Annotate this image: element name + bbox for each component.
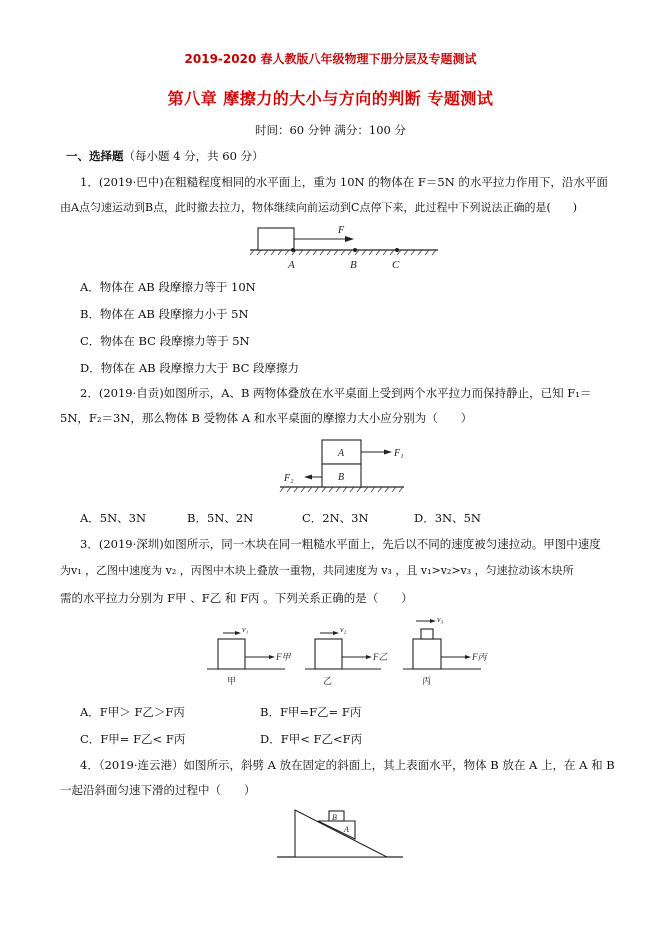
- q2-option-d[interactable]: D．3N、5N: [414, 511, 481, 525]
- series-title: 2019-2020 春人教版八年级物理下册分层及专题测试: [184, 52, 477, 66]
- arrowhead-icon: [465, 655, 471, 659]
- q2-text1: 如图所示，A、B 两物体叠放在水平桌面上受到两个水平拉力而保持静止，已知 F₁＝: [163, 386, 592, 400]
- panel-bing: [403, 615, 488, 687]
- q4-number: 4．: [80, 758, 99, 772]
- q1-text1: 在粗糙程度相同的水平面上，重为 10N 的物体在 F＝5N 的水平拉力作用下，沿水平面: [163, 175, 608, 189]
- q2-line1: [80, 385, 591, 401]
- q3-option-d[interactable]: D．F甲< F乙<F丙: [260, 732, 363, 746]
- panel-yi: [305, 625, 388, 687]
- force-f1-label: F₁: [394, 448, 404, 459]
- arrowhead-icon: [304, 475, 312, 480]
- table-hatching: [280, 487, 403, 492]
- q4-source: （2019·连云港）: [98, 758, 184, 772]
- q1-number: 1．: [80, 175, 99, 189]
- panel-jia: [207, 625, 291, 687]
- q3-line1: [80, 536, 601, 552]
- block: [218, 639, 245, 669]
- point-c-label: C: [392, 259, 400, 271]
- wedge-a-label: A: [344, 825, 349, 834]
- q4-line2: 一起沿斜面匀速下滑的过程中（ ）: [60, 783, 256, 797]
- q2-option-b[interactable]: B．5N、2N: [187, 511, 254, 525]
- section-title: 一、选择题: [66, 149, 124, 163]
- chapter-title: 第八章 摩擦力的大小与方向的判断 专题测试: [167, 89, 494, 108]
- q2-source: (2019·自贡): [98, 386, 164, 400]
- q3-number: 3．: [80, 537, 99, 551]
- force-label: F: [338, 225, 345, 236]
- force-label: F丙: [472, 652, 487, 662]
- q1-line2: 由A点匀速运动到B点，此时撤去拉力，物体继续向前运动到C点停下来，此过程中下列说法正确的是( ): [60, 201, 578, 214]
- velocity-label: v₁: [242, 625, 249, 634]
- q1-option-b[interactable]: B．物体在 AB 段摩擦力小于 5N: [80, 307, 249, 321]
- point-b-dot: [353, 248, 357, 252]
- ground-hatching: [250, 250, 436, 255]
- point-a-dot: [291, 248, 295, 252]
- q3-line2: 为v₁ ，乙图中速度为 v₂ ，丙图中木块上叠放一重物，共同速度为 v₃ ，且 v₁>v₂>v₃ ，匀速拉动该木块所: [60, 564, 574, 577]
- section-heading: [66, 148, 264, 164]
- q3-figure: [205, 616, 485, 688]
- block: [413, 639, 441, 669]
- panel-caption: 甲: [227, 677, 237, 687]
- q3-option-b[interactable]: B．F甲=F乙= F丙: [260, 705, 362, 719]
- point-a-label: A: [288, 259, 295, 271]
- panel-caption: 丙: [422, 677, 432, 687]
- q1-figure: [250, 222, 440, 270]
- block-a-label: A: [338, 448, 345, 459]
- q1-line1: [80, 174, 608, 190]
- q3-line3: 需的水平拉力分别为 F甲 、F乙 和 F丙 。下列关系正确的是（ ）: [60, 591, 413, 605]
- force-label: F甲: [276, 652, 291, 662]
- arrowhead-icon: [269, 655, 275, 659]
- block-b-label: B: [332, 813, 337, 822]
- velocity-label: v₂: [340, 625, 347, 634]
- q2-line2: 5N，F₂＝3N，那么物体 B 受物体 A 和水平桌面的摩擦力大小应分别为（ ）: [60, 411, 473, 425]
- q1-option-a[interactable]: A．物体在 AB 段摩擦力等于 10N: [80, 280, 256, 294]
- q2-option-c[interactable]: C．2N、3N: [302, 511, 369, 525]
- exam-meta: 时间：60 分钟 满分：100 分: [254, 123, 407, 137]
- arrowhead-icon: [384, 450, 392, 455]
- block: [258, 228, 294, 250]
- section-note: （每小题 4 分，共 60 分）: [123, 149, 264, 163]
- arrowhead-icon: [345, 236, 354, 242]
- force-f2-label: F₂: [284, 473, 294, 484]
- arrowhead-icon: [366, 655, 372, 659]
- block-b-label: B: [338, 472, 345, 483]
- q1-source: (2019·巴中): [98, 175, 164, 189]
- arrowhead-icon: [333, 631, 339, 635]
- q3-option-a[interactable]: A．F甲＞ F乙＞F丙: [80, 705, 185, 719]
- point-b-label: B: [350, 259, 357, 271]
- q4-figure: [275, 800, 405, 860]
- point-c-dot: [395, 248, 399, 252]
- q3-source: (2019·深圳): [98, 537, 164, 551]
- q3-option-c[interactable]: C．F甲= F乙< F丙: [80, 732, 186, 746]
- q2-option-a[interactable]: A．5N、3N: [80, 511, 147, 525]
- arrowhead-icon: [430, 619, 436, 623]
- q1-option-d[interactable]: D．物体在 AB 段摩擦力大于 BC 段摩擦力: [80, 361, 300, 375]
- q1-option-c[interactable]: C．物体在 BC 段摩擦力等于 5N: [80, 334, 250, 348]
- q4-line1: [80, 757, 615, 773]
- q3-text1: 如图所示，同一木块在同一粗糙水平面上，先后以不同的速度被匀速拉动。甲图中速度: [163, 537, 601, 551]
- block: [315, 639, 342, 669]
- panel-caption: 乙: [323, 677, 333, 687]
- q2-number: 2．: [80, 386, 99, 400]
- force-label: F乙: [373, 652, 388, 662]
- q2-figure: [270, 438, 410, 494]
- arrowhead-icon: [235, 631, 241, 635]
- weight-block: [421, 629, 433, 639]
- velocity-label: v₃: [437, 615, 444, 624]
- q4-text1: 如图所示，斜劈 A 放在固定的斜面上，其上表面水平，物体 B 放在 A 上，在 A 和 B: [183, 758, 615, 772]
